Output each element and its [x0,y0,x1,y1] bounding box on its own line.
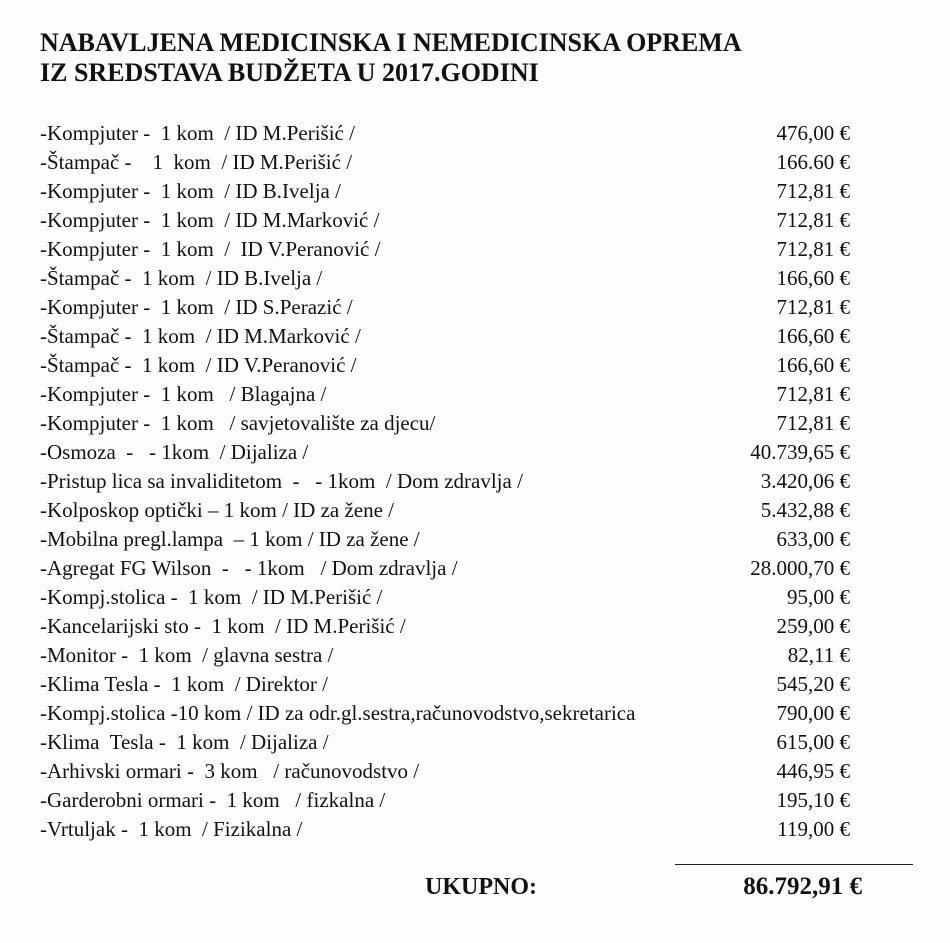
item-amount: 3.420,06 € [760,469,850,493]
list-item [40,728,900,757]
title-line-1: NABAVLJENA MEDICINSKA I NEMEDICINSKA OPREMA [40,28,742,57]
item-description: -Garderobni ormari - 1 kom / fizkalna / [40,788,386,812]
item-description: -Štampač - 1 kom / ID M.Perišić / [40,150,353,174]
item-amount: 712,81 € [776,382,850,406]
item-amount: 476,00 € [776,121,850,145]
item-amount: 5.432,88 € [760,498,850,522]
list-item [40,641,900,670]
list-item [40,264,900,293]
item-amount: 259,00 € [776,614,850,638]
item-amount: 82,11 € [787,643,850,667]
list-item [40,409,900,438]
list-item [40,380,900,409]
item-description: -Kompjuter - 1 kom / Blagajna / [40,382,327,406]
item-amount: 712,81 € [776,295,850,319]
item-amount: 712,81 € [776,179,850,203]
list-item [40,757,900,786]
item-description: -Agregat FG Wilson - - 1kom / Dom zdravlja / [40,556,458,580]
item-description: -Kolposkop optički – 1 kom / ID za žene / [40,498,395,522]
list-item [40,670,900,699]
list-item [40,206,900,235]
item-description: -Štampač - 1 kom / ID V.Peranović / [40,353,357,377]
item-amount: 712,81 € [776,411,850,435]
item-description: -Arhivski ormari - 3 kom / računovodstvo / [40,759,420,783]
item-amount: 119,00 € [777,817,850,841]
list-item [40,293,900,322]
item-description: -Kompjuter - 1 kom / ID V.Peranović / [40,237,381,261]
list-item [40,119,900,148]
item-amount: 95,00 € [787,585,850,609]
list-item [40,467,900,496]
item-amount: 712,81 € [776,237,850,261]
item-description: -Kompjuter - 1 kom / savjetovalište za djecu/ [40,411,436,435]
list-item [40,148,900,177]
list-item [40,351,900,380]
item-amount: 633,00 € [776,527,850,551]
item-description: -Kancelarijski sto - 1 kom / ID M.Perišić / [40,614,406,638]
item-amount: 166,60 € [776,324,850,348]
item-description: -Kompj.stolica - 1 kom / ID M.Perišić / [40,585,383,609]
item-description: -Vrtuljak - 1 kom / Fizikalna / [40,817,303,841]
item-amount: 166,60 € [776,353,850,377]
list-item [40,322,900,351]
item-description: -Štampač - 1 kom / ID M.Marković / [40,324,361,348]
item-amount: 615,00 € [776,730,850,754]
title-line-2: IZ SREDSTAVA BUDŽETA U 2017.GODINI [40,58,539,87]
list-item [40,786,900,815]
item-amount: 545,20 € [776,672,850,696]
list-item [40,235,900,264]
item-description: -Kompjuter - 1 kom / ID M.Marković / [40,208,380,232]
item-description: -Mobilna pregl.lampa – 1 kom / ID za žene / [40,527,420,551]
list-item [40,583,900,612]
item-description: -Osmoza - - 1kom / Dijaliza / [40,440,309,464]
list-item [40,525,900,554]
list-item [40,438,900,467]
item-description: -Kompj.stolica -10 kom / ID za odr.gl.sestra,računovodstvo,sekretarica [40,701,636,725]
total-label: UKUPNO: [425,874,537,900]
item-description: -Štampač - 1 kom / ID B.Ivelja / [40,266,323,290]
item-description: -Monitor - 1 kom / glavna sestra / [40,643,334,667]
item-amount: 712,81 € [776,208,850,232]
document-title [40,28,742,88]
item-amount: 40.739,65 € [750,440,850,464]
item-amount: 28.000,70 € [750,556,850,580]
item-amount: 195,10 € [776,788,850,812]
total-divider [675,864,913,865]
list-item [40,815,900,844]
total-value: 86.792,91 € [743,873,862,900]
list-item [40,554,900,583]
item-list [40,119,900,844]
item-description: -Kompjuter - 1 kom / ID S.Perazić / [40,295,353,319]
list-item [40,612,900,641]
list-item [40,699,900,728]
item-description: -Kompjuter - 1 kom / ID M.Perišić / [40,121,355,145]
item-description: -Kompjuter - 1 kom / ID B.Ivelja / [40,179,341,203]
item-amount: 166.60 € [776,150,850,174]
item-description: -Pristup lica sa invaliditetom - - 1kom / Dom zdravlja / [40,469,523,493]
item-description: -Klima Tesla - 1 kom / Direktor / [40,672,329,696]
list-item [40,177,900,206]
item-amount: 790,00 € [776,701,850,725]
list-item [40,496,900,525]
item-amount: 446,95 € [776,759,850,783]
item-amount: 166,60 € [776,266,850,290]
item-description: -Klima Tesla - 1 kom / Dijaliza / [40,730,329,754]
